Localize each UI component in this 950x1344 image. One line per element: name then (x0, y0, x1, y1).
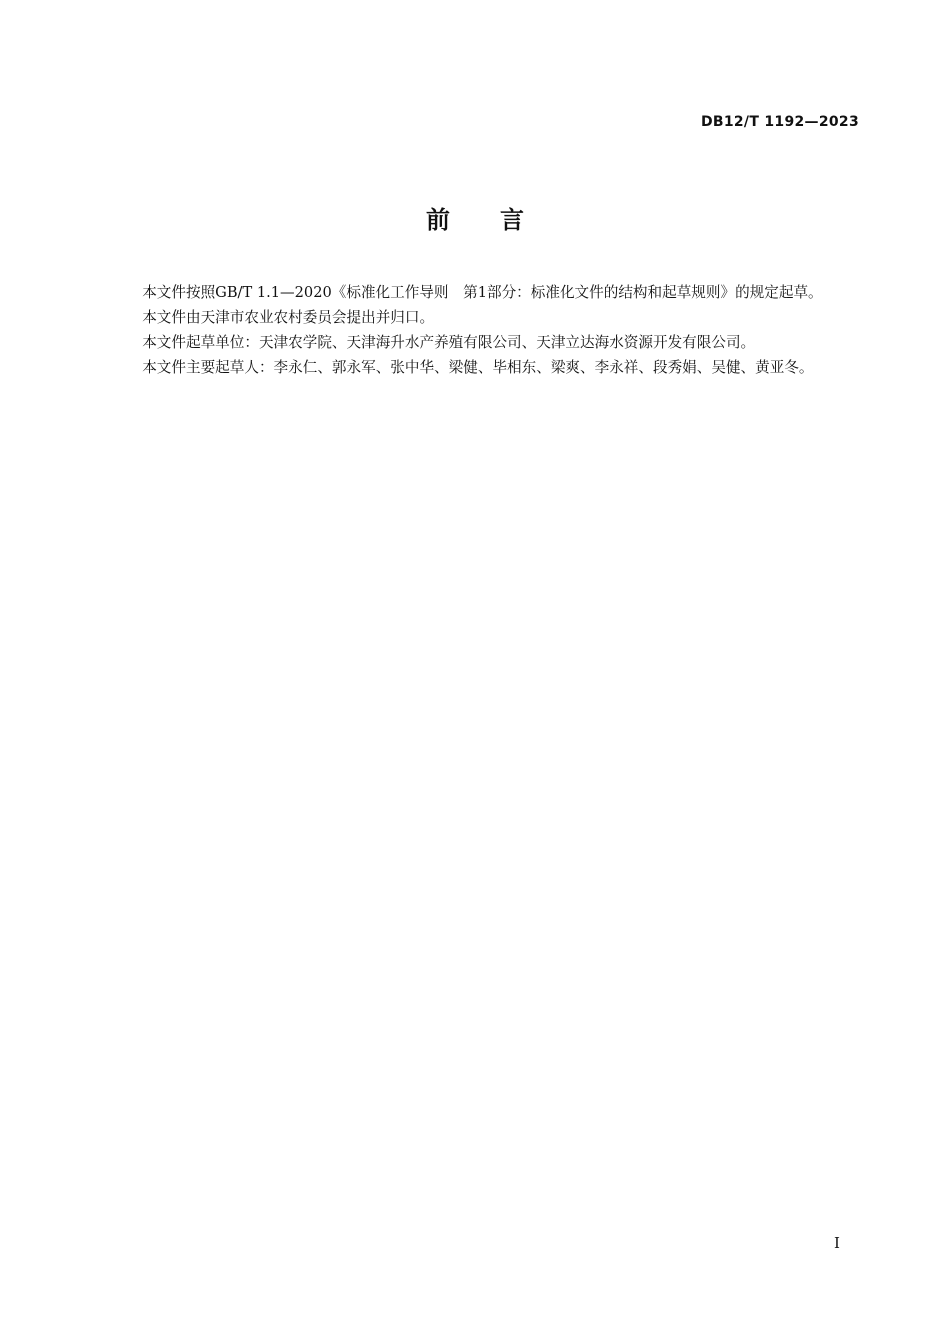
paragraph-drafting-rules: 本文件按照GB/T 1.1—2020《标准化工作导则 第1部分：标准化文件的结构和起草规则》的规定起草。 (142, 284, 823, 301)
paragraph-drafting-units: 本文件起草单位：天津农学院、天津海升水产养殖有限公司、天津立达海水资源开发有限公司。 (142, 334, 756, 351)
page-number: I (834, 1234, 840, 1252)
foreword-body (113, 280, 860, 380)
paragraph-main-drafters: 本文件主要起草人：李永仁、郭永军、张中华、梁健、毕相东、梁爽、李永祥、段秀娟、吴健、黄亚冬。 (142, 359, 814, 376)
section-title: 前言 (426, 206, 574, 234)
standard-number: DB12/T 1192—2023 (700, 114, 859, 130)
paragraph-proposer: 本文件由天津市农业农村委员会提出并归口。 (142, 309, 435, 326)
